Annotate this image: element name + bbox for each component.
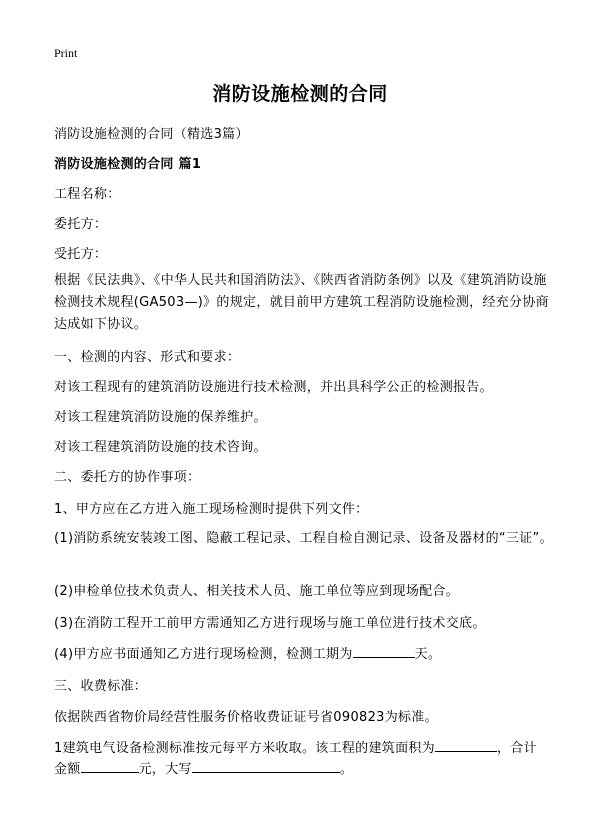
section-3-item-2-line-1	[54, 737, 537, 756]
print-label: Print	[54, 46, 78, 60]
section-3-title: 三、收费标准：	[54, 679, 148, 694]
amount-capital-blank	[192, 760, 340, 773]
section-3-item-1: 依据陕西省物价局经营性服务价格收费证证号省090823为标准。	[54, 710, 438, 725]
line-end-mark: 。	[339, 762, 354, 777]
section-3-item-2-text: 1建筑电气设备检测标准按元每平方米收取。该工程的建筑面积为	[54, 741, 435, 756]
section-heading: 消防设施检测的合同 篇1	[54, 157, 202, 172]
page-title: 消防设施检测的合同	[212, 83, 388, 105]
amount-label: 金额	[54, 762, 81, 777]
section-1-item-2: 对该工程建筑消防设施的保养维护。	[54, 410, 267, 425]
section-2-item-3: (2)申检单位技术负责人、相关技术人员、施工单位等应到现场配合。	[54, 584, 460, 599]
area-blank	[435, 739, 497, 752]
section-2-item-1: 1、甲方应在乙方进入施工现场检测时提供下列文件：	[54, 502, 369, 517]
section-2-item-5-text: (4)甲方应书面通知乙方进行现场检测，检测工期为	[54, 647, 353, 662]
section-2-title: 二、委托方的协作事项：	[54, 470, 201, 485]
client-field: 委托方：	[54, 217, 108, 232]
section-3-item-2-total: ，合计	[496, 741, 537, 756]
amount-blank	[81, 760, 139, 773]
section-1-item-3: 对该工程建筑消防设施的技术咨询。	[54, 440, 267, 455]
section-3-item-2-line-2	[54, 758, 353, 777]
duration-blank	[353, 645, 415, 658]
section-1-item-1: 对该工程现有的建筑消防设施进行技术检测，并出具科学公正的检测报告。	[54, 380, 493, 395]
project-name-field: 工程名称：	[54, 187, 121, 202]
section-2-item-2: (1)消防系统安装竣工图、隐蔽工程记录、工程自检自测记录、设备及器材的“三证”。	[54, 531, 553, 546]
doc-subtitle: 消防设施检测的合同（精选3篇）	[54, 127, 249, 142]
section-2-item-4: (3)在消防工程开工前甲方需通知乙方进行现场与施工单位进行技术交底。	[54, 616, 486, 631]
section-2-item-5-unit: 天。	[414, 647, 442, 662]
section-2-item-5	[54, 643, 441, 662]
intro-paragraph: 根据《民法典》、《中华人民共和国消防法》、《陕西省消防条例》以及《建筑消防设施检测技术规程(GA503—)》的规定，就目前甲方建筑工程消防设施检测，经充分协商达成如下协议。	[54, 273, 549, 332]
amount-capital-label: 元，大写	[138, 762, 192, 777]
section-1-title: 一、检测的内容、形式和要求：	[54, 350, 241, 365]
contractor-field: 受托方：	[54, 247, 108, 262]
